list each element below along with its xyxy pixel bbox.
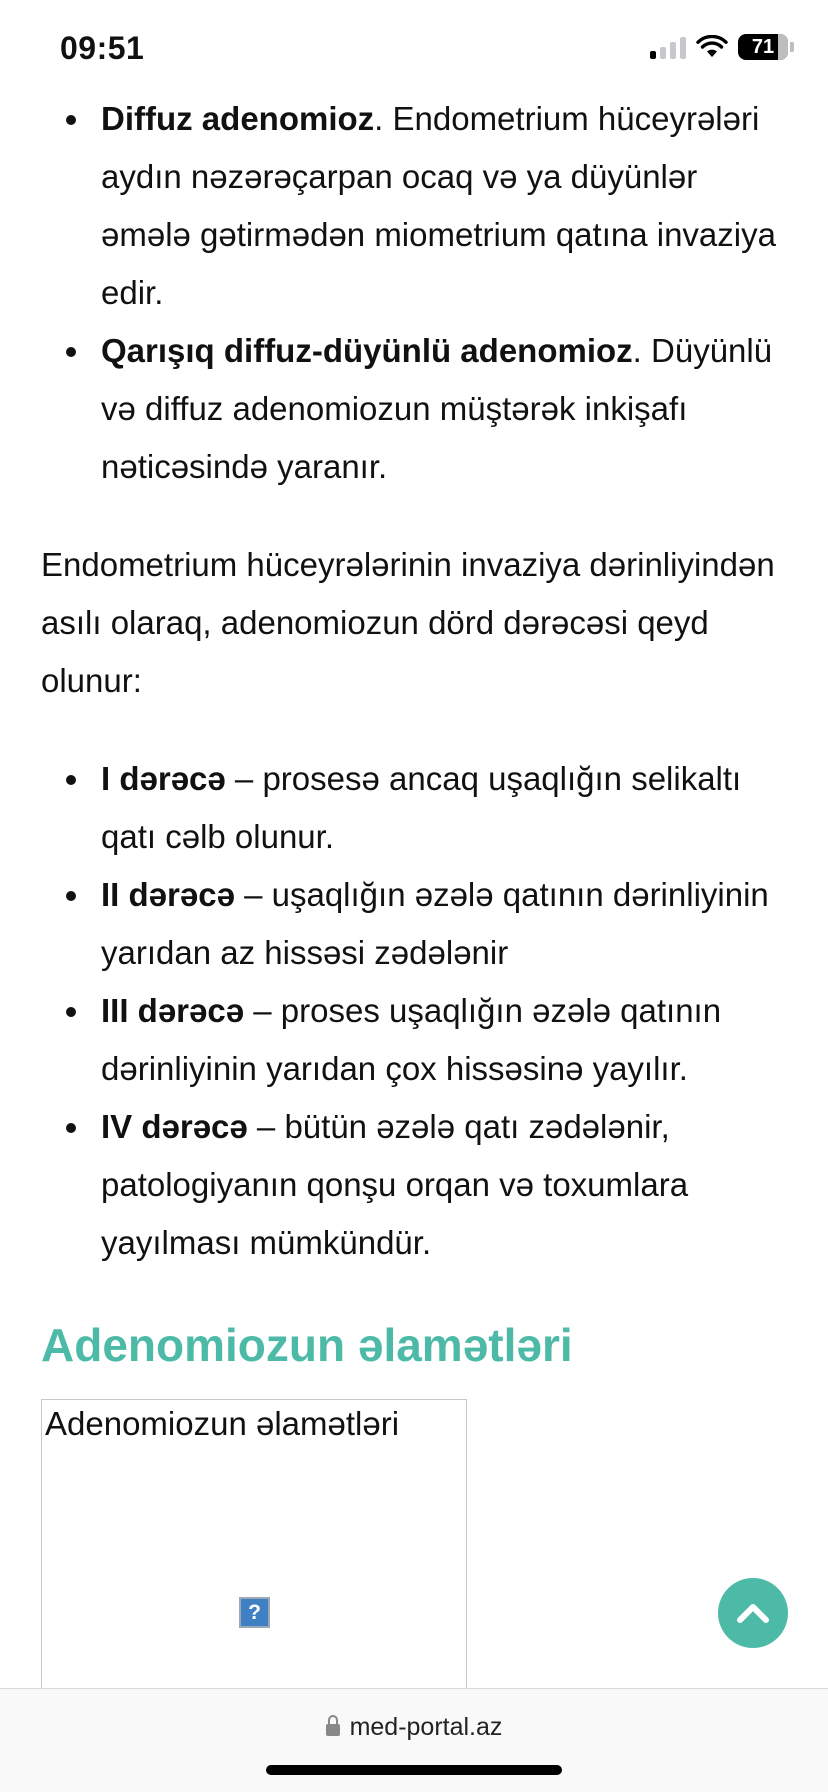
battery-level: 71 [751, 35, 775, 58]
paragraph: Endometrium hüceyrələrinin invaziya dərinliyindən asılı olaraq, adenomiozun dörd dərəcəsi qeyd olunur: [41, 546, 775, 699]
cellular-signal-icon [650, 35, 686, 59]
scroll-to-top-button[interactable] [718, 1578, 788, 1648]
list-item: I dərəcə – prosesə ancaq uşaqlığın selikaltı qatı cəlb olunur. [41, 750, 791, 866]
url-display[interactable] [0, 1713, 828, 1742]
article-image[interactable] [41, 1399, 467, 1699]
url-text: med-portal.az [349, 1713, 503, 1741]
adenomyosis-types-list [41, 90, 791, 496]
wifi-icon [696, 35, 728, 59]
status-time: 09:51 [60, 30, 145, 66]
status-bar [0, 0, 828, 96]
status-icons [650, 34, 794, 60]
list-item: Diffuz adenomioz. Endometrium hüceyrələri aydın nəzərəçarpan ocaq və ya düyünlər əmələ gətirmədən miometrium qatına invaziya edir. [41, 90, 791, 322]
section-heading: Adenomiozun əlamətləri [41, 1319, 573, 1371]
broken-image-icon: ? [239, 1597, 270, 1628]
article-content [41, 90, 791, 1272]
home-indicator[interactable] [266, 1765, 562, 1775]
list-item: II dərəcə – uşaqlığın əzələ qatının dərinliyinin yarıdan az hissəsi zədələnir [41, 866, 791, 982]
battery-icon [738, 34, 788, 60]
list-item: III dərəcə – proses uşaqlığın əzələ qatının dərinliyinin yarıdan çox hissəsinə yayılır. [41, 982, 791, 1098]
browser-address-bar[interactable] [0, 1688, 828, 1792]
image-alt-text: Adenomiozun əlamətləri [45, 1405, 400, 1442]
list-item: IV dərəcə – bütün əzələ qatı zədələnir, patologiyanın qonşu orqan və toxumlara yayılması mümkündür. [41, 1098, 791, 1272]
list-item: Qarışıq diffuz-düyünlü adenomioz. Düyünlü və diffuz adenomiozun müştərək inkişafı nəticəsində yaranır. [41, 322, 791, 496]
lock-icon [326, 1721, 340, 1739]
battery-cap [790, 42, 794, 52]
adenomyosis-degrees-list [41, 750, 791, 1272]
chevron-up-icon [736, 1602, 770, 1624]
